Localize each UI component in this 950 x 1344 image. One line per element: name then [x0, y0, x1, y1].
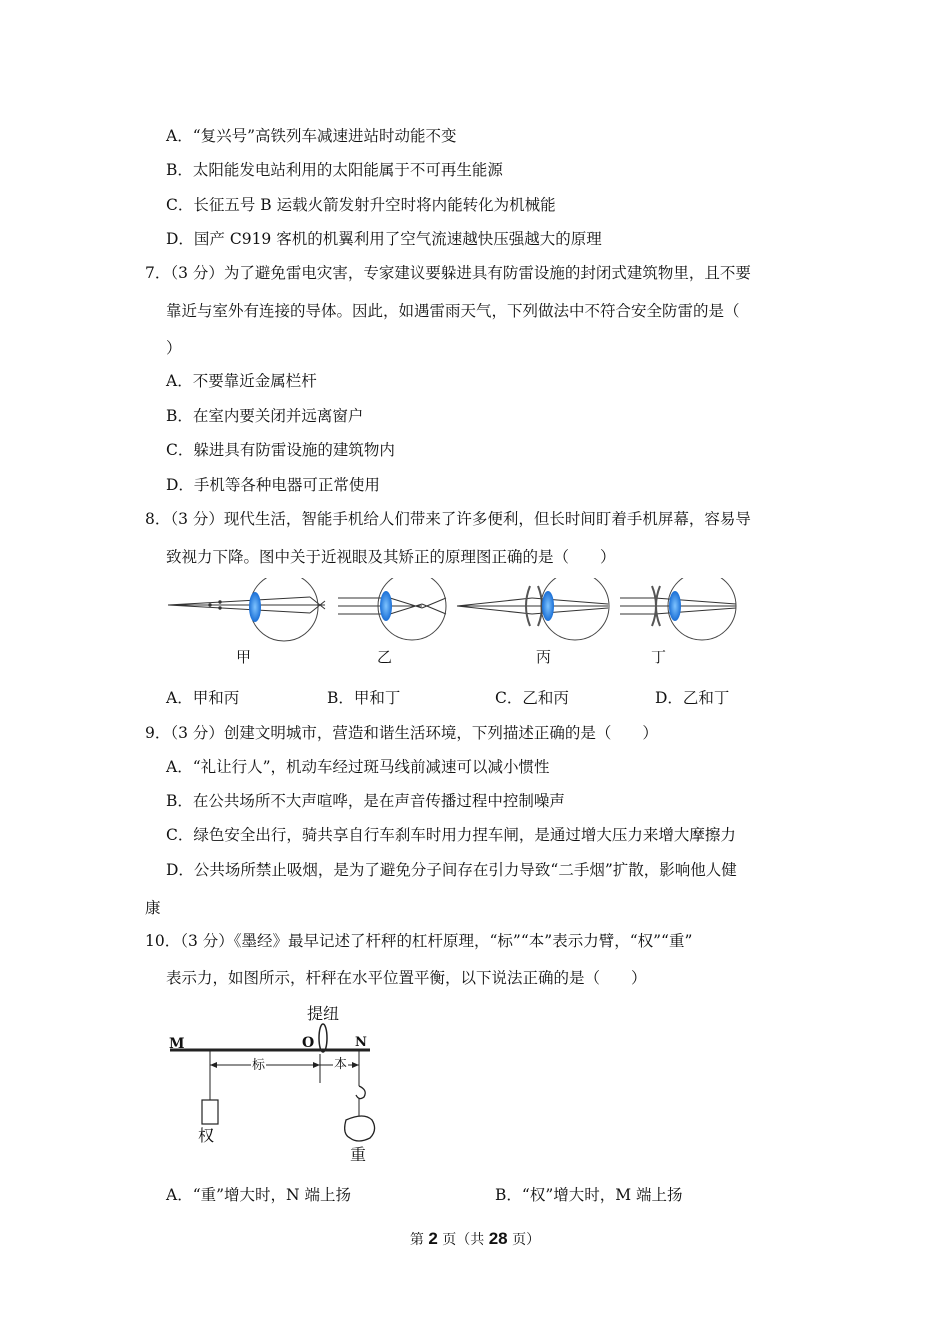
q9-option-a: A．“礼让行人”，机动车经过斑马线前减速可以减小惯性 — [166, 758, 550, 776]
eye-diagram-yi — [338, 578, 446, 640]
q8-stem-line1: 8．（3 分）现代生活，智能手机给人们带来了许多便利，但长时间盯着手机屏幕，容易导 — [145, 510, 751, 528]
label-tizu: 提纽 — [307, 1004, 340, 1023]
q6-option-d: D．国产 C919 客机的机翼利用了空气流速越快压强越大的原理 — [166, 230, 602, 248]
eye-label-jia: 甲 — [236, 648, 252, 666]
q7-stem-line3: ） — [166, 339, 182, 357]
label-ben: 本 — [333, 1055, 348, 1075]
q7-option-c: C．躲进具有防雷设施的建筑物内 — [166, 441, 395, 459]
eye-diagram-ding — [620, 578, 736, 640]
eye-label-yi: 乙 — [377, 648, 393, 666]
footer-total-pages: 28 — [488, 1229, 508, 1248]
q10-option-a: A．“重”增大时，N 端上扬 — [166, 1186, 352, 1204]
label-o: O — [302, 1035, 315, 1051]
q9-option-c: C．绿色安全出行，骑共享自行车刹车时用力捏车闸，是通过增大压力来增大摩擦力 — [166, 826, 736, 844]
footer-prefix: 第 — [409, 1232, 429, 1248]
footer-suffix: 页） — [507, 1232, 541, 1248]
q10-stem-line1: 10．（3 分）《墨经》最早记述了杆秤的杠杆原理，“标”“本”表示力臂，“权”“重” — [145, 932, 693, 950]
q10-option-b: B．“权”增大时，M 端上扬 — [495, 1186, 683, 1204]
q9-option-b: B．在公共场所不大声喧哗，是在声音传播过程中控制噪声 — [166, 792, 565, 810]
q7-option-b: B．在室内要关闭并远离窗户 — [166, 407, 364, 425]
q8-option-c: C．乙和丙 — [495, 689, 569, 707]
q7-stem-line2: 靠近与室外有连接的导体。因此，如遇雷雨天气，下列做法中不符合安全防雷的是（ — [166, 302, 740, 320]
label-zhong: 重 — [350, 1145, 367, 1164]
q8-option-b: B．甲和丁 — [327, 689, 401, 707]
q8-option-d: D．乙和丁 — [655, 689, 730, 707]
q8-option-a: A．甲和丙 — [166, 689, 240, 707]
eye-label-ding: 丁 — [651, 648, 667, 666]
footer-middle: 页（共 — [437, 1232, 489, 1248]
label-n: N — [355, 1035, 367, 1050]
q8-stem-line2: 致视力下降。图中关于近视眼及其矫正的原理图正确的是（ ） — [166, 548, 616, 566]
eye-label-bing: 丙 — [536, 648, 552, 666]
lifting-loop — [319, 1024, 327, 1052]
q6-option-a: A．“复兴号”高铁列车减速进站时动能不变 — [166, 127, 457, 145]
q10-stem-line2: 表示力，如图所示，杆秤在水平位置平衡，以下说法正确的是（ ） — [166, 969, 647, 987]
page-footer — [0, 1229, 950, 1249]
q9-option-d-line2: 康 — [145, 899, 161, 917]
q7-option-a: A．不要靠近金属栏杆 — [166, 372, 317, 390]
footer-page-number: 2 — [428, 1229, 438, 1248]
q9-stem: 9．（3 分）创建文明城市，营造和谐生活环境，下列描述正确的是（ ） — [145, 724, 658, 742]
eye-diagram-bing — [457, 578, 609, 640]
q6-option-b: B．太阳能发电站利用的太阳能属于不可再生能源 — [166, 161, 503, 179]
label-biao: 标 — [251, 1056, 266, 1076]
eye-diagram-jia — [168, 578, 325, 641]
q9-option-d-line1: D．公共场所禁止吸烟，是为了避免分子间存在引力导致“二手烟”扩散，影响他人健 — [166, 861, 737, 879]
zhong-load — [345, 1116, 375, 1141]
q6-option-c: C．长征五号 B 运载火箭发射升空时将内能转化为机械能 — [166, 196, 556, 214]
label-m: M — [169, 1036, 185, 1052]
q7-stem-line1: 7．（3 分）为了避免雷电灾害，专家建议要躲进具有防雷设施的封闭式建筑物里，且不要 — [145, 264, 751, 282]
label-quan: 权 — [198, 1126, 215, 1145]
q7-option-d: D．手机等各种电器可正常使用 — [166, 476, 380, 494]
quan-weight-block — [202, 1100, 218, 1124]
hook — [356, 1086, 365, 1099]
